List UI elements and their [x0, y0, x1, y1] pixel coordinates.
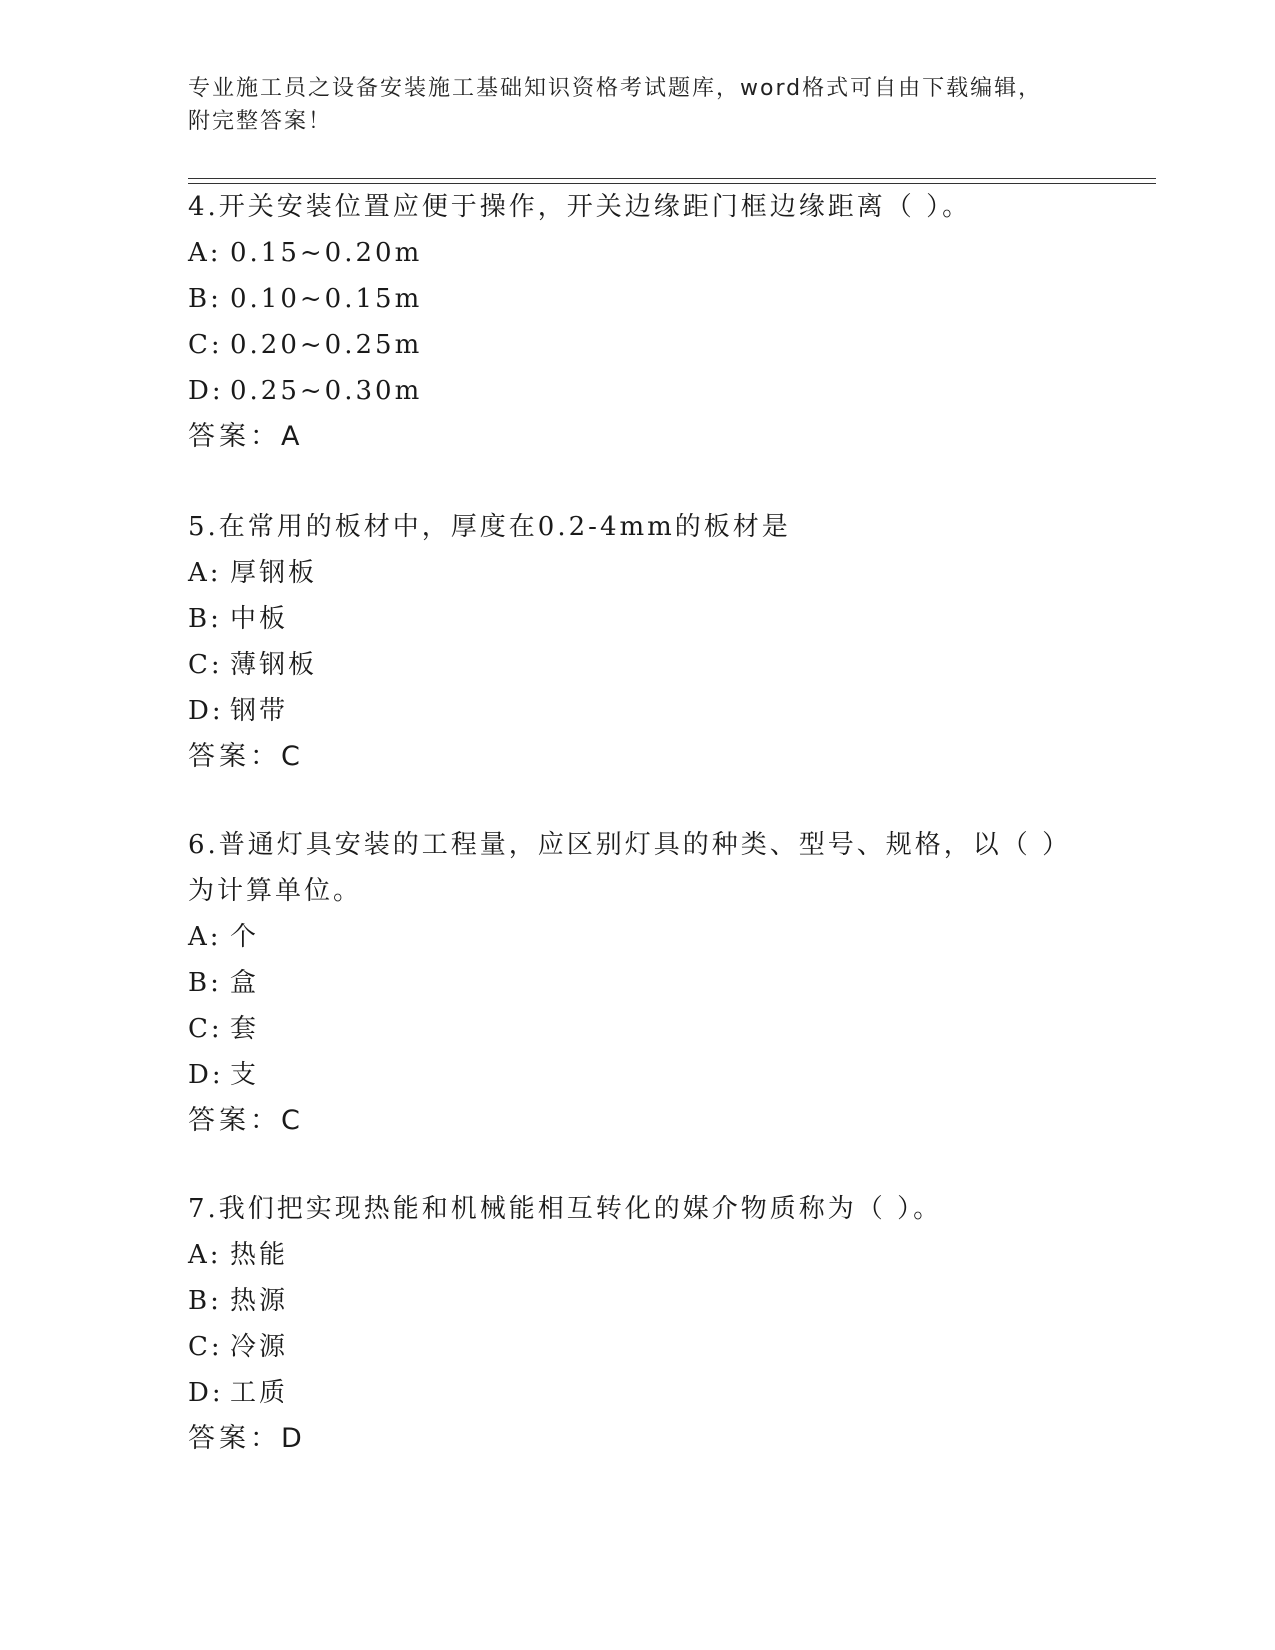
option-text: 热源 — [230, 1286, 289, 1316]
question-stem: 5.在常用的板材中，厚度在0.2-4mm的板材是 — [188, 512, 791, 542]
option-d — [188, 696, 1088, 742]
option-text: 薄钢板 — [230, 650, 318, 680]
option-text: 个 — [230, 922, 260, 952]
header-divider-bottom — [188, 183, 1156, 184]
option-letter: D: — [188, 376, 224, 406]
document-header — [188, 72, 1088, 138]
option-text: 冷源 — [230, 1332, 289, 1362]
option-a — [188, 558, 1088, 604]
answer-label: 答案： — [188, 421, 281, 452]
option-letter: C: — [188, 1332, 223, 1362]
question-block-7 — [188, 1194, 1088, 1470]
answer-label: 答案： — [188, 1105, 281, 1136]
option-text: 支 — [230, 1060, 260, 1090]
option-letter: C: — [188, 650, 223, 680]
option-letter: B: — [188, 1286, 222, 1316]
option-letter: D: — [188, 1060, 224, 1090]
option-a — [188, 238, 1088, 284]
option-text: 工质 — [230, 1378, 289, 1408]
option-c — [188, 1014, 1088, 1060]
option-text: 盒 — [230, 968, 260, 998]
option-text: 钢带 — [230, 696, 289, 726]
option-letter: A: — [188, 558, 222, 588]
option-text: 套 — [230, 1014, 260, 1044]
question-stem-line-2: 为计算单位。 — [188, 876, 363, 906]
question-stem: 7.我们把实现热能和机械能相互转化的媒介物质称为（ ）。 — [188, 1194, 943, 1224]
option-a — [188, 1240, 1088, 1286]
header-divider-top — [188, 178, 1156, 179]
option-text: 0.25~0.30m — [230, 376, 423, 406]
option-b — [188, 284, 1088, 330]
option-letter: B: — [188, 604, 222, 634]
answer-label: 答案： — [188, 741, 281, 772]
question-block-4 — [188, 192, 1088, 468]
answer-value: C — [281, 1105, 301, 1136]
answer-value: A — [281, 421, 301, 452]
option-b — [188, 968, 1088, 1014]
option-c — [188, 650, 1088, 696]
option-b — [188, 604, 1088, 650]
question-stem-line-1: 6.普通灯具安装的工程量，应区别灯具的种类、型号、规格，以（ ） — [188, 830, 1072, 860]
option-c — [188, 330, 1088, 376]
header-line-2: 附完整答案！ — [188, 109, 333, 134]
option-text: 0.15~0.20m — [230, 238, 423, 268]
header-line-1: 专业施工员之设备安装施工基础知识资格考试题库，word格式可自由下载编辑， — [188, 76, 1043, 101]
option-letter: A: — [188, 238, 222, 268]
option-d — [188, 1060, 1088, 1106]
option-b — [188, 1286, 1088, 1332]
option-text: 0.20~0.25m — [230, 330, 423, 360]
option-letter: D: — [188, 696, 224, 726]
option-c — [188, 1332, 1088, 1378]
answer-line — [188, 1106, 1088, 1152]
question-stem: 4.开关安装位置应便于操作，开关边缘距门框边缘距离（ ）。 — [188, 192, 972, 222]
question-block-6 — [188, 830, 1088, 1152]
option-letter: B: — [188, 284, 222, 314]
answer-value: C — [281, 741, 301, 772]
option-letter: C: — [188, 1014, 223, 1044]
option-a — [188, 922, 1088, 968]
option-text: 中板 — [230, 604, 289, 634]
option-text: 0.10~0.15m — [230, 284, 423, 314]
option-text: 热能 — [230, 1240, 289, 1270]
answer-label: 答案： — [188, 1423, 281, 1454]
answer-line — [188, 422, 1088, 468]
option-letter: B: — [188, 968, 222, 998]
answer-line — [188, 1424, 1088, 1470]
answer-line — [188, 742, 1088, 788]
option-d — [188, 1378, 1088, 1424]
question-block-5 — [188, 512, 1088, 788]
option-letter: D: — [188, 1378, 224, 1408]
option-letter: C: — [188, 330, 223, 360]
option-letter: A: — [188, 1240, 222, 1270]
option-text: 厚钢板 — [230, 558, 318, 588]
answer-value: D — [281, 1423, 303, 1454]
option-letter: A: — [188, 922, 222, 952]
option-d — [188, 376, 1088, 422]
